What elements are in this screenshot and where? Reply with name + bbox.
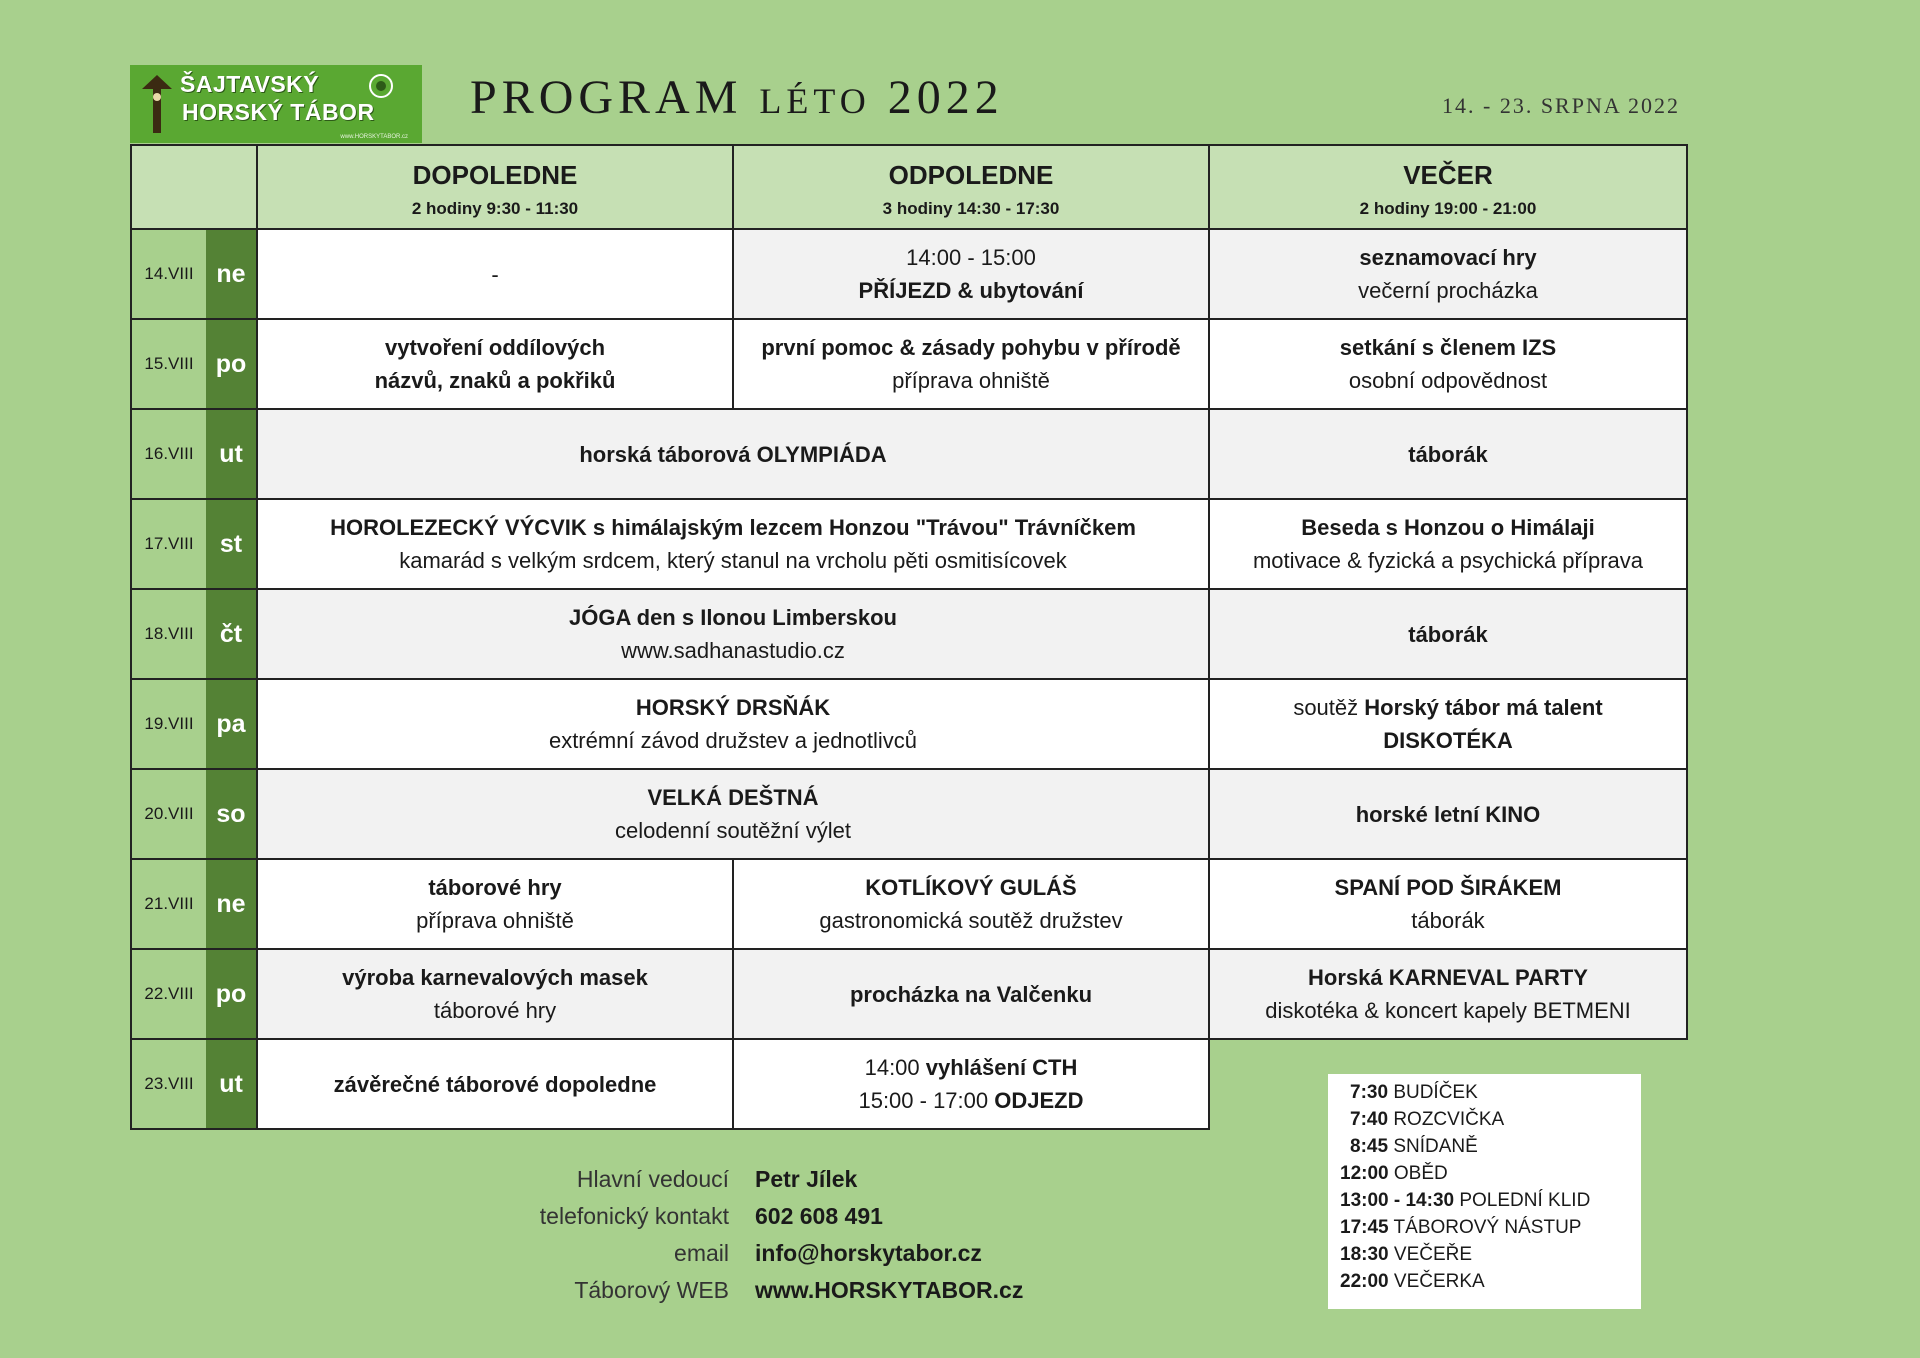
row-date: 20.VIII xyxy=(131,769,206,859)
evening-cell: SPANÍ POD ŠIRÁKEM táborák xyxy=(1209,859,1687,949)
table-row xyxy=(131,319,1687,409)
emblem-icon xyxy=(368,73,394,99)
day-program-cell: HOROLEZECKÝ VÝCVIK s himálajským lezcem Honzou "Trávou" Trávníčkem kamarád s velkým srdcem, který stanul na vrcholu pěti osmitisícovek xyxy=(257,499,1209,589)
row-day: ut xyxy=(206,1039,257,1129)
table-row xyxy=(131,589,1687,679)
logo-url: www.HORSKYTABOR.cz xyxy=(340,134,408,140)
row-day: ne xyxy=(206,229,257,319)
morning-cell: - xyxy=(257,229,733,319)
row-date: 23.VIII xyxy=(131,1039,206,1129)
evening-cell: Beseda s Honzou o Himálaji motivace & fyzická a psychická příprava xyxy=(1209,499,1687,589)
row-day: po xyxy=(206,949,257,1039)
afternoon-cell: 14:00 - 15:00 PŘÍJEZD & ubytování xyxy=(733,229,1209,319)
evening-cell: táborák xyxy=(1209,409,1687,499)
contact-leader: Hlavní vedoucí Petr Jílek xyxy=(576,1166,858,1192)
header-afternoon: ODPOLEDNE 3 hodiny 14:30 - 17:30 xyxy=(733,145,1209,229)
table-row xyxy=(131,499,1687,589)
row-day: čt xyxy=(206,589,257,679)
title-program: PROGRAM xyxy=(470,71,743,124)
contact-email[interactable]: email info@horskytabor.cz xyxy=(674,1240,982,1266)
day-program-cell: horská táborová OLYMPIÁDA xyxy=(257,409,1209,499)
table-row xyxy=(131,409,1687,499)
afternoon-cell: první pomoc & zásady pohybu v přírodě příprava ohniště xyxy=(733,319,1209,409)
schedule-item: 22:00 VEČERKA xyxy=(1340,1271,1485,1292)
afternoon-cell: KOTLÍKOVÝ GULÁŠ gastronomická soutěž družstev xyxy=(733,859,1209,949)
schedule-item: 8:45 SNÍDANĚ xyxy=(1350,1136,1478,1157)
contact-phone: telefonický kontakt 602 608 491 xyxy=(539,1203,883,1229)
header-morning: DOPOLEDNE 2 hodiny 9:30 - 11:30 xyxy=(257,145,733,229)
morning-cell: táborové hry příprava ohniště xyxy=(257,859,733,949)
day-program-cell: VELKÁ DEŠTNÁ celodenní soutěžní výlet xyxy=(257,769,1209,859)
header-spacer xyxy=(131,145,257,229)
evening-cell: soutěž Horský tábor má talent DISKOTÉKA xyxy=(1209,679,1687,769)
signpost-icon xyxy=(140,73,174,135)
daily-schedule xyxy=(1328,1074,1641,1309)
morning-cell: výroba karnevalových masek táborové hry xyxy=(257,949,733,1039)
day-program-cell: HORSKÝ DRSŇÁK extrémní závod družstev a jednotlivců xyxy=(257,679,1209,769)
morning-cell: vytvoření oddílových názvů, znaků a pokřiků xyxy=(257,319,733,409)
schedule-item: 7:30 BUDÍČEK xyxy=(1350,1082,1478,1103)
schedule-item: 17:45 TÁBOROVÝ NÁSTUP xyxy=(1340,1217,1582,1238)
contact-web[interactable]: Táborový WEB www.HORSKYTABOR.cz xyxy=(574,1277,1024,1303)
afternoon-cell: 14:00 vyhlášení CTH 15:00 - 17:00 ODJEZD xyxy=(733,1039,1209,1129)
row-date: 17.VIII xyxy=(131,499,206,589)
schedule-item: 12:00 OBĚD xyxy=(1340,1163,1448,1184)
table-row xyxy=(131,949,1687,1039)
row-day: pa xyxy=(206,679,257,769)
row-date: 22.VIII xyxy=(131,949,206,1039)
evening-cell: Horská KARNEVAL PARTY diskotéka & koncert kapely BETMENI xyxy=(1209,949,1687,1039)
row-day: ut xyxy=(206,409,257,499)
title-year: 2022 xyxy=(887,71,1004,124)
schedule-item: 7:40 ROZCVIČKA xyxy=(1350,1109,1505,1130)
table-row xyxy=(131,859,1687,949)
day-program-cell: JÓGA den s Ilonou Limberskou www.sadhanastudio.cz xyxy=(257,589,1209,679)
table-header-row xyxy=(131,145,1687,229)
evening-cell: seznamovací hry večerní procházka xyxy=(1209,229,1687,319)
table-row xyxy=(131,769,1687,859)
row-day: ne xyxy=(206,859,257,949)
camp-logo xyxy=(130,65,422,143)
row-date: 14.VIII xyxy=(131,229,206,319)
row-date: 18.VIII xyxy=(131,589,206,679)
row-date: 19.VIII xyxy=(131,679,206,769)
row-day: so xyxy=(206,769,257,859)
schedule-item: 13:00 - 14:30 POLEDNÍ KLID xyxy=(1340,1190,1591,1211)
row-day: st xyxy=(206,499,257,589)
title-leto: LÉTO xyxy=(759,81,871,121)
logo-line-1: ŠAJTAVSKÝ xyxy=(180,71,320,97)
header-evening: VEČER 2 hodiny 19:00 - 21:00 xyxy=(1209,145,1687,229)
row-day: po xyxy=(206,319,257,409)
contact-info xyxy=(470,1166,1023,1314)
row-date: 21.VIII xyxy=(131,859,206,949)
row-date: 15.VIII xyxy=(131,319,206,409)
evening-cell: horské letní KINO xyxy=(1209,769,1687,859)
row-date: 16.VIII xyxy=(131,409,206,499)
afternoon-cell: procházka na Valčenku xyxy=(733,949,1209,1039)
program-table xyxy=(130,144,1688,1130)
camp-dates: 14. - 23. SRPNA 2022 xyxy=(1442,93,1681,118)
evening-cell: táborák xyxy=(1209,589,1687,679)
evening-cell: setkání s členem IZS osobní odpovědnost xyxy=(1209,319,1687,409)
table-row xyxy=(131,229,1687,319)
morning-cell: závěrečné táborové dopoledne xyxy=(257,1039,733,1129)
logo-line-2: HORSKÝ TÁBOR xyxy=(182,99,375,125)
schedule-item: 18:30 VEČEŘE xyxy=(1340,1244,1473,1265)
table-row xyxy=(131,679,1687,769)
page-title xyxy=(470,70,1004,125)
